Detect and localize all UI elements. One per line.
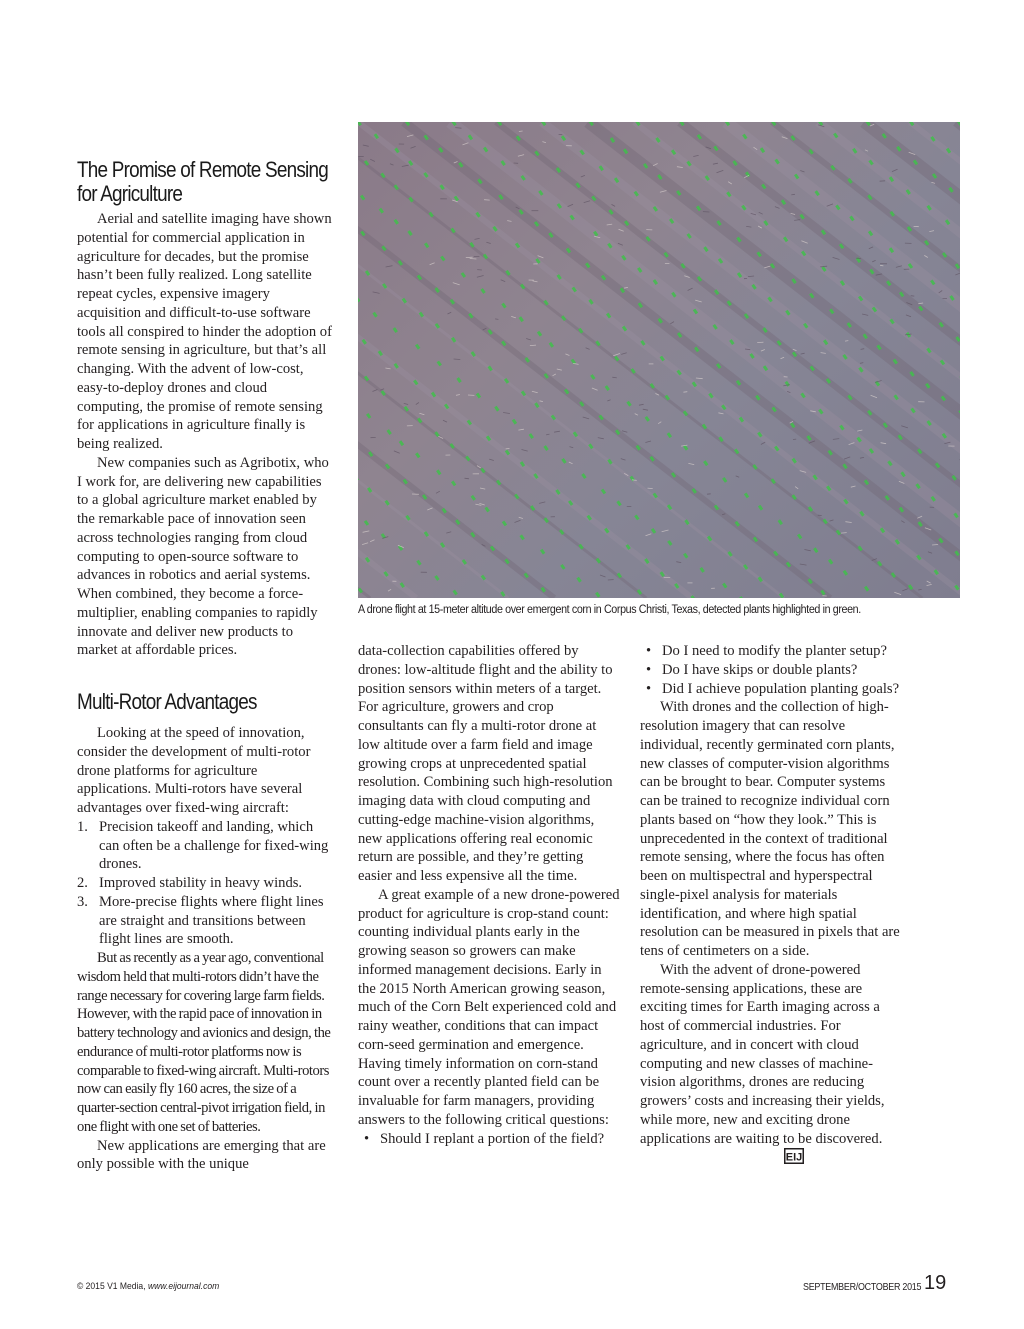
field-debris [419, 413, 424, 414]
field-debris [565, 354, 569, 356]
field-debris [411, 146, 416, 148]
section-heading-multi-rotor: Multi-Rotor Advantages [77, 689, 257, 714]
field-debris [518, 155, 524, 157]
detected-plant [601, 489, 606, 495]
field-debris [407, 135, 413, 137]
footer-copyright: © 2015 V1 Media, www.eijournal.com [77, 1281, 220, 1292]
detected-plant [703, 460, 708, 466]
detected-plant [501, 303, 506, 309]
questions-list [358, 1130, 620, 1149]
detected-plant [476, 393, 481, 399]
detected-plant [560, 564, 565, 570]
field-debris [761, 350, 765, 352]
field-debris [927, 581, 931, 583]
detected-plant [512, 419, 517, 425]
field-debris [402, 165, 409, 166]
field-debris [489, 459, 494, 460]
field-debris [759, 212, 763, 214]
field-debris [583, 417, 589, 419]
field-debris [717, 170, 724, 172]
field-debris [454, 359, 461, 360]
field-debris [865, 150, 868, 151]
field-debris [540, 401, 543, 402]
field-debris [503, 413, 510, 414]
field-debris [833, 439, 839, 440]
field-debris [486, 242, 490, 243]
field-debris [928, 552, 932, 554]
field-debris [845, 522, 851, 523]
detected-plant [502, 520, 507, 526]
eij-end-mark-icon [764, 1148, 804, 1170]
detected-plant [758, 505, 763, 511]
field-debris [448, 312, 452, 314]
field-debris [507, 221, 511, 222]
field-debris [924, 255, 928, 257]
field-debris [643, 409, 648, 410]
paragraph: data-collection capabilities offered by drones: low-altitude flight and the ability to position sensors within meters of a target. For agriculture, growers and crop consultants can fly a multi-rotor drone at low altitude over a farm field and image growing crops at unprecedented spatial resolution. Combining such high-resolution imaging data with cloud computing and cutting-edge machine-vision algorithms, new applications offering real economic return are possible, and they’re getting easier and less expensive all the time. [358, 643, 613, 884]
field-debris [370, 159, 375, 161]
column-right [640, 642, 902, 1170]
footer-issue-date: SEPTEMBER/OCTOBER 2015 [803, 1281, 922, 1293]
footer-website-link[interactable]: www.eijournal.com [147, 1281, 220, 1292]
field-debris [443, 420, 447, 422]
field-debris [619, 229, 624, 231]
field-debris [713, 163, 718, 164]
field-debris [918, 589, 921, 590]
field-debris [390, 164, 394, 165]
field-debris [546, 434, 549, 435]
detected-plant [651, 528, 656, 534]
field-debris [570, 447, 574, 448]
detected-plant [626, 401, 631, 407]
field-debris [844, 457, 850, 459]
advantages-list [77, 818, 335, 949]
field-debris [851, 486, 856, 487]
field-debris [388, 589, 391, 591]
field-debris [470, 259, 477, 260]
detected-plant [543, 445, 548, 451]
field-debris [917, 516, 922, 518]
detected-plant [415, 452, 420, 458]
paragraph: New applications are emerging that are only possible with the unique [77, 1137, 326, 1173]
field-debris [568, 204, 573, 206]
detected-plant [434, 575, 439, 581]
detected-plant [634, 514, 639, 520]
field-debris [696, 378, 703, 379]
field-debris [845, 341, 848, 342]
field-debris [538, 256, 544, 258]
detected-plant [549, 342, 554, 348]
detected-plant [424, 242, 429, 248]
field-debris [872, 260, 875, 262]
field-debris [871, 395, 877, 397]
field-debris [795, 487, 798, 489]
field-debris [584, 201, 590, 203]
field-debris [833, 257, 840, 259]
paragraph: But as recently as a year ago, conventional wisdom held that multi-rotors didn’t have the range necessary for covering large farm fields. However, with the rapid pace of innovation in battery technology and avionics and design, the endurance of multi-rotor platforms now is comparable to fixed-wing aircraft. Multi-rotors now can easily fly 160 acres, the size of a quarter-section central-pivot irrigation field, in one flight with one set of batteries. [77, 950, 331, 1135]
paragraph: New companies such as Agribotix, who I work for, are delivering new capabilities to a global agriculture market enabled by the remarkable pace of innovation seen across technologies ranging from cloud computing to open-source software to advances in robotics and aerial systems. When combined, they become a force-multiplier, enabling companies to rapidly innovate and deliver new products to market at affordable prices. [77, 454, 329, 659]
detected-plant [595, 592, 600, 598]
field-debris [598, 438, 604, 439]
detected-plant [461, 272, 466, 278]
detected-plant [722, 477, 727, 483]
field-debris [557, 369, 562, 370]
field-debris [955, 273, 960, 275]
detected-plant [667, 432, 672, 438]
field-debris [821, 353, 826, 354]
field-debris [618, 243, 623, 245]
field-debris [902, 589, 908, 591]
field-debris [436, 491, 440, 493]
detected-plant [590, 374, 595, 380]
detected-plant [683, 553, 688, 559]
detected-plant [372, 312, 377, 318]
field-debris [800, 564, 807, 565]
field-debris [522, 450, 528, 452]
field-debris [932, 545, 938, 546]
field-debris [539, 502, 545, 504]
detected-plant [744, 492, 749, 498]
field-debris [688, 463, 694, 464]
field-debris [693, 155, 698, 156]
detected-plant [739, 596, 744, 598]
list-item: 2. Improved stability in heavy winds. [77, 875, 303, 891]
paragraph: With the advent of drone-powered remote-sensing applications, these are exciting times for Earth imaging across a host of commercial industries. For agriculture, and in concert with cloud computing and new classes of machine-vision algorithms, drones are reducing growers’ costs and increasing their yields, while more, new and exciting drone applications are waiting to be discovered. EIJ [640, 961, 902, 1170]
field-debris [901, 426, 908, 428]
detected-plant [360, 195, 365, 201]
field-debris [748, 276, 754, 277]
detected-plant [645, 416, 650, 422]
field-debris [363, 145, 369, 146]
field-debris [683, 392, 687, 393]
field-debris [927, 584, 932, 585]
field-debris [373, 292, 380, 294]
field-debris [554, 431, 560, 432]
list-item: 1. Precision takeoff and landing, which can often be a challenge for fixed-wing drones. [77, 818, 329, 873]
figure-caption: A drone flight at 15-meter altitude over emergent corn in Corpus Christi, Texas, detected plants highlighted in green. [358, 604, 861, 616]
endmark-text: EIJ [785, 1151, 803, 1164]
detected-plant [520, 534, 525, 540]
field-debris [929, 231, 934, 232]
field-debris [728, 182, 732, 184]
detected-plant [387, 429, 392, 435]
field-debris [804, 550, 810, 551]
field-debris [791, 194, 795, 195]
field-debris [841, 533, 847, 534]
detected-plant [828, 559, 833, 565]
field-debris [430, 263, 435, 265]
field-debris [736, 476, 740, 477]
field-debris [553, 374, 556, 376]
detected-plant [456, 377, 461, 383]
corn-rows-image [358, 122, 960, 598]
detected-plant [778, 519, 783, 525]
bullet-icon: • [364, 1130, 370, 1147]
field-debris [477, 276, 484, 278]
field-debris [801, 241, 807, 243]
paragraph: With drones and the collection of high-resolution imagery that can resolve individual, recently germinated corn plants, new classes of computer-vision algorithms can be brought to bear. Computer systems can be trained to recognize individual corn plants based on “how they look.” This is unprecedented in the context of traditional remote sensing, where the focus has often been on multispectral and hyperspectral single-pixel analysis for materials identification, and where high spatial resolution can be measured in pixels that are tens of centimeters on a side. [640, 699, 900, 959]
field-debris [775, 207, 780, 209]
field-debris [573, 363, 579, 364]
field-debris [475, 238, 480, 239]
field-debris [519, 131, 523, 132]
field-debris [681, 445, 687, 446]
field-debris [607, 400, 610, 401]
detected-plant [722, 583, 727, 589]
field-debris [718, 413, 723, 414]
field-debris [453, 283, 460, 285]
page-number: 19 [924, 1272, 947, 1294]
detected-plant [529, 433, 534, 439]
detected-plant [797, 534, 802, 540]
field-debris [600, 575, 606, 577]
field-debris [894, 592, 901, 594]
field-debris [530, 345, 536, 346]
detected-plant [440, 256, 445, 262]
detected-plant [358, 297, 360, 303]
questions-list-continued [640, 642, 902, 698]
field-debris [495, 319, 498, 320]
list-item: • Do I have skips or double plants? [646, 661, 858, 678]
detected-plant [700, 567, 705, 573]
field-debris [830, 520, 834, 521]
column-middle [358, 642, 620, 1148]
field-debris [592, 388, 598, 390]
paragraph: Looking at the speed of innovation, consider the development of multi-rotor drone platforms for agriculture applications. Multi-rotors have several advantages over fixed-wing aircraft: [77, 725, 311, 816]
detected-plant [480, 288, 485, 294]
field-debris [542, 142, 546, 143]
field-debris [526, 339, 531, 341]
field-debris [370, 540, 374, 542]
detected-plant [605, 385, 610, 391]
field-debris [695, 300, 702, 302]
list-item: 3. More-precise flights where flight lines are straight and transitions between flight lines are smooth. [77, 893, 324, 948]
paragraph: Aerial and satellite imaging have shown potential for commercial application in agriculture for decades, but the promise hasn’t been fully realized. Long satellite repeat cycles, expensive imagery acquisition and difficult-to-use software tools all conspired to hinder the adoption of remote sensing in agriculture, but that’s all changing. With the advent of low-cost, easy-to-deploy drones and cloud computing, the promise of remote sensing for applications in agriculture finally is being realized. [77, 211, 332, 452]
field-debris [746, 226, 751, 227]
field-debris [621, 353, 627, 355]
detected-plant [537, 331, 542, 337]
detected-plant [576, 577, 581, 583]
field-debris [648, 488, 653, 489]
field-debris [519, 517, 523, 518]
field-debris [653, 164, 658, 166]
drone-field-photo [358, 122, 960, 598]
detected-plant [453, 590, 458, 596]
detected-plant [540, 549, 545, 555]
bullet-icon: • [646, 661, 652, 678]
field-debris [901, 521, 904, 523]
field-debris [465, 478, 470, 479]
field-debris [394, 451, 400, 453]
field-debris [676, 562, 681, 563]
field-debris [363, 531, 370, 532]
detected-plant [393, 327, 398, 333]
field-debris [612, 204, 616, 206]
field-debris [456, 395, 460, 396]
field-debris [385, 368, 390, 369]
field-debris [869, 247, 873, 249]
field-debris [446, 532, 451, 533]
field-debris [860, 457, 864, 458]
field-debris [581, 175, 585, 177]
detected-plant [864, 586, 869, 592]
field-debris [639, 404, 644, 405]
field-debris [861, 349, 865, 350]
field-debris [688, 288, 693, 290]
field-debris [607, 224, 613, 225]
list-item: • Should I replant a portion of the field? [364, 1130, 605, 1147]
field-debris [860, 363, 863, 364]
field-debris [906, 315, 911, 317]
detected-plant [581, 473, 586, 479]
field-debris [658, 422, 661, 424]
field-debris [670, 322, 674, 324]
detected-plant [519, 316, 524, 322]
field-debris [518, 429, 524, 430]
field-debris [511, 316, 516, 318]
list-item: • Did I achieve population planting goals? [646, 680, 900, 697]
field-debris [761, 442, 765, 444]
field-debris [362, 543, 368, 545]
detected-plant [379, 208, 384, 214]
detected-plant [485, 507, 490, 513]
detected-plant [407, 230, 412, 236]
detected-plant [616, 500, 621, 506]
field-debris [463, 143, 469, 145]
detected-plant [436, 469, 441, 475]
detected-plant [451, 480, 456, 486]
list-item: • Do I need to modify the planter setup? [646, 643, 887, 659]
field-debris [881, 443, 887, 444]
field-debris [533, 281, 538, 282]
field-debris [646, 534, 652, 536]
section-heading-remote-sensing: The Promise of Remote Sensing for Agriculture [77, 157, 328, 206]
field-debris [386, 266, 393, 267]
bullet-icon: • [646, 680, 652, 697]
field-debris [612, 377, 617, 378]
detected-plant [561, 458, 566, 464]
field-debris [896, 266, 902, 268]
field-debris [880, 265, 883, 266]
column-left [77, 158, 335, 1174]
field-debris [758, 226, 762, 228]
field-debris [621, 459, 626, 461]
detected-plant [394, 219, 399, 225]
field-debris [662, 530, 669, 532]
field-debris [801, 353, 805, 354]
field-debris [622, 431, 627, 433]
field-debris [892, 169, 898, 171]
field-debris [404, 403, 408, 404]
field-debris [781, 357, 785, 359]
detected-plant [399, 440, 404, 446]
detected-plant [813, 547, 818, 553]
field-debris [515, 520, 521, 522]
field-debris [800, 171, 804, 173]
paragraph: A great example of a new drone-powered product for agriculture is crop-stand count: counting individual plants early in the growing season so growers can make informed management decisions. Early in the 2015 North American growing season, much of the Corn Belt experienced cold and rainy weather, conditions that can impact corn-seed germination and emergence. Having timely information on corn-stand count over a recently planted field can be invaluable for farm managers, providing answers to the following critical questions: [358, 886, 620, 1128]
field-debris [857, 430, 862, 431]
field-debris [475, 504, 481, 505]
detected-plant [437, 361, 442, 367]
detected-plant [667, 540, 672, 546]
detected-plant [494, 406, 499, 412]
field-debris [416, 403, 419, 405]
field-debris [645, 441, 651, 443]
field-debris [532, 391, 538, 393]
field-debris [624, 287, 628, 288]
bullet-icon: • [646, 643, 652, 659]
detected-plant [416, 560, 421, 566]
field-debris [501, 280, 506, 282]
field-debris [660, 191, 667, 193]
field-debris [427, 508, 432, 510]
detected-plant [843, 570, 848, 576]
field-debris [677, 167, 683, 168]
field-debris [613, 354, 620, 356]
field-debris [586, 348, 590, 350]
detected-plant [366, 413, 371, 419]
field-debris [862, 314, 868, 315]
field-debris [373, 390, 378, 392]
detected-plant [364, 520, 369, 526]
field-debris [569, 462, 573, 464]
detected-plant [471, 495, 476, 501]
detected-plant [415, 344, 420, 350]
field-debris [635, 414, 638, 416]
field-debris [480, 488, 485, 489]
